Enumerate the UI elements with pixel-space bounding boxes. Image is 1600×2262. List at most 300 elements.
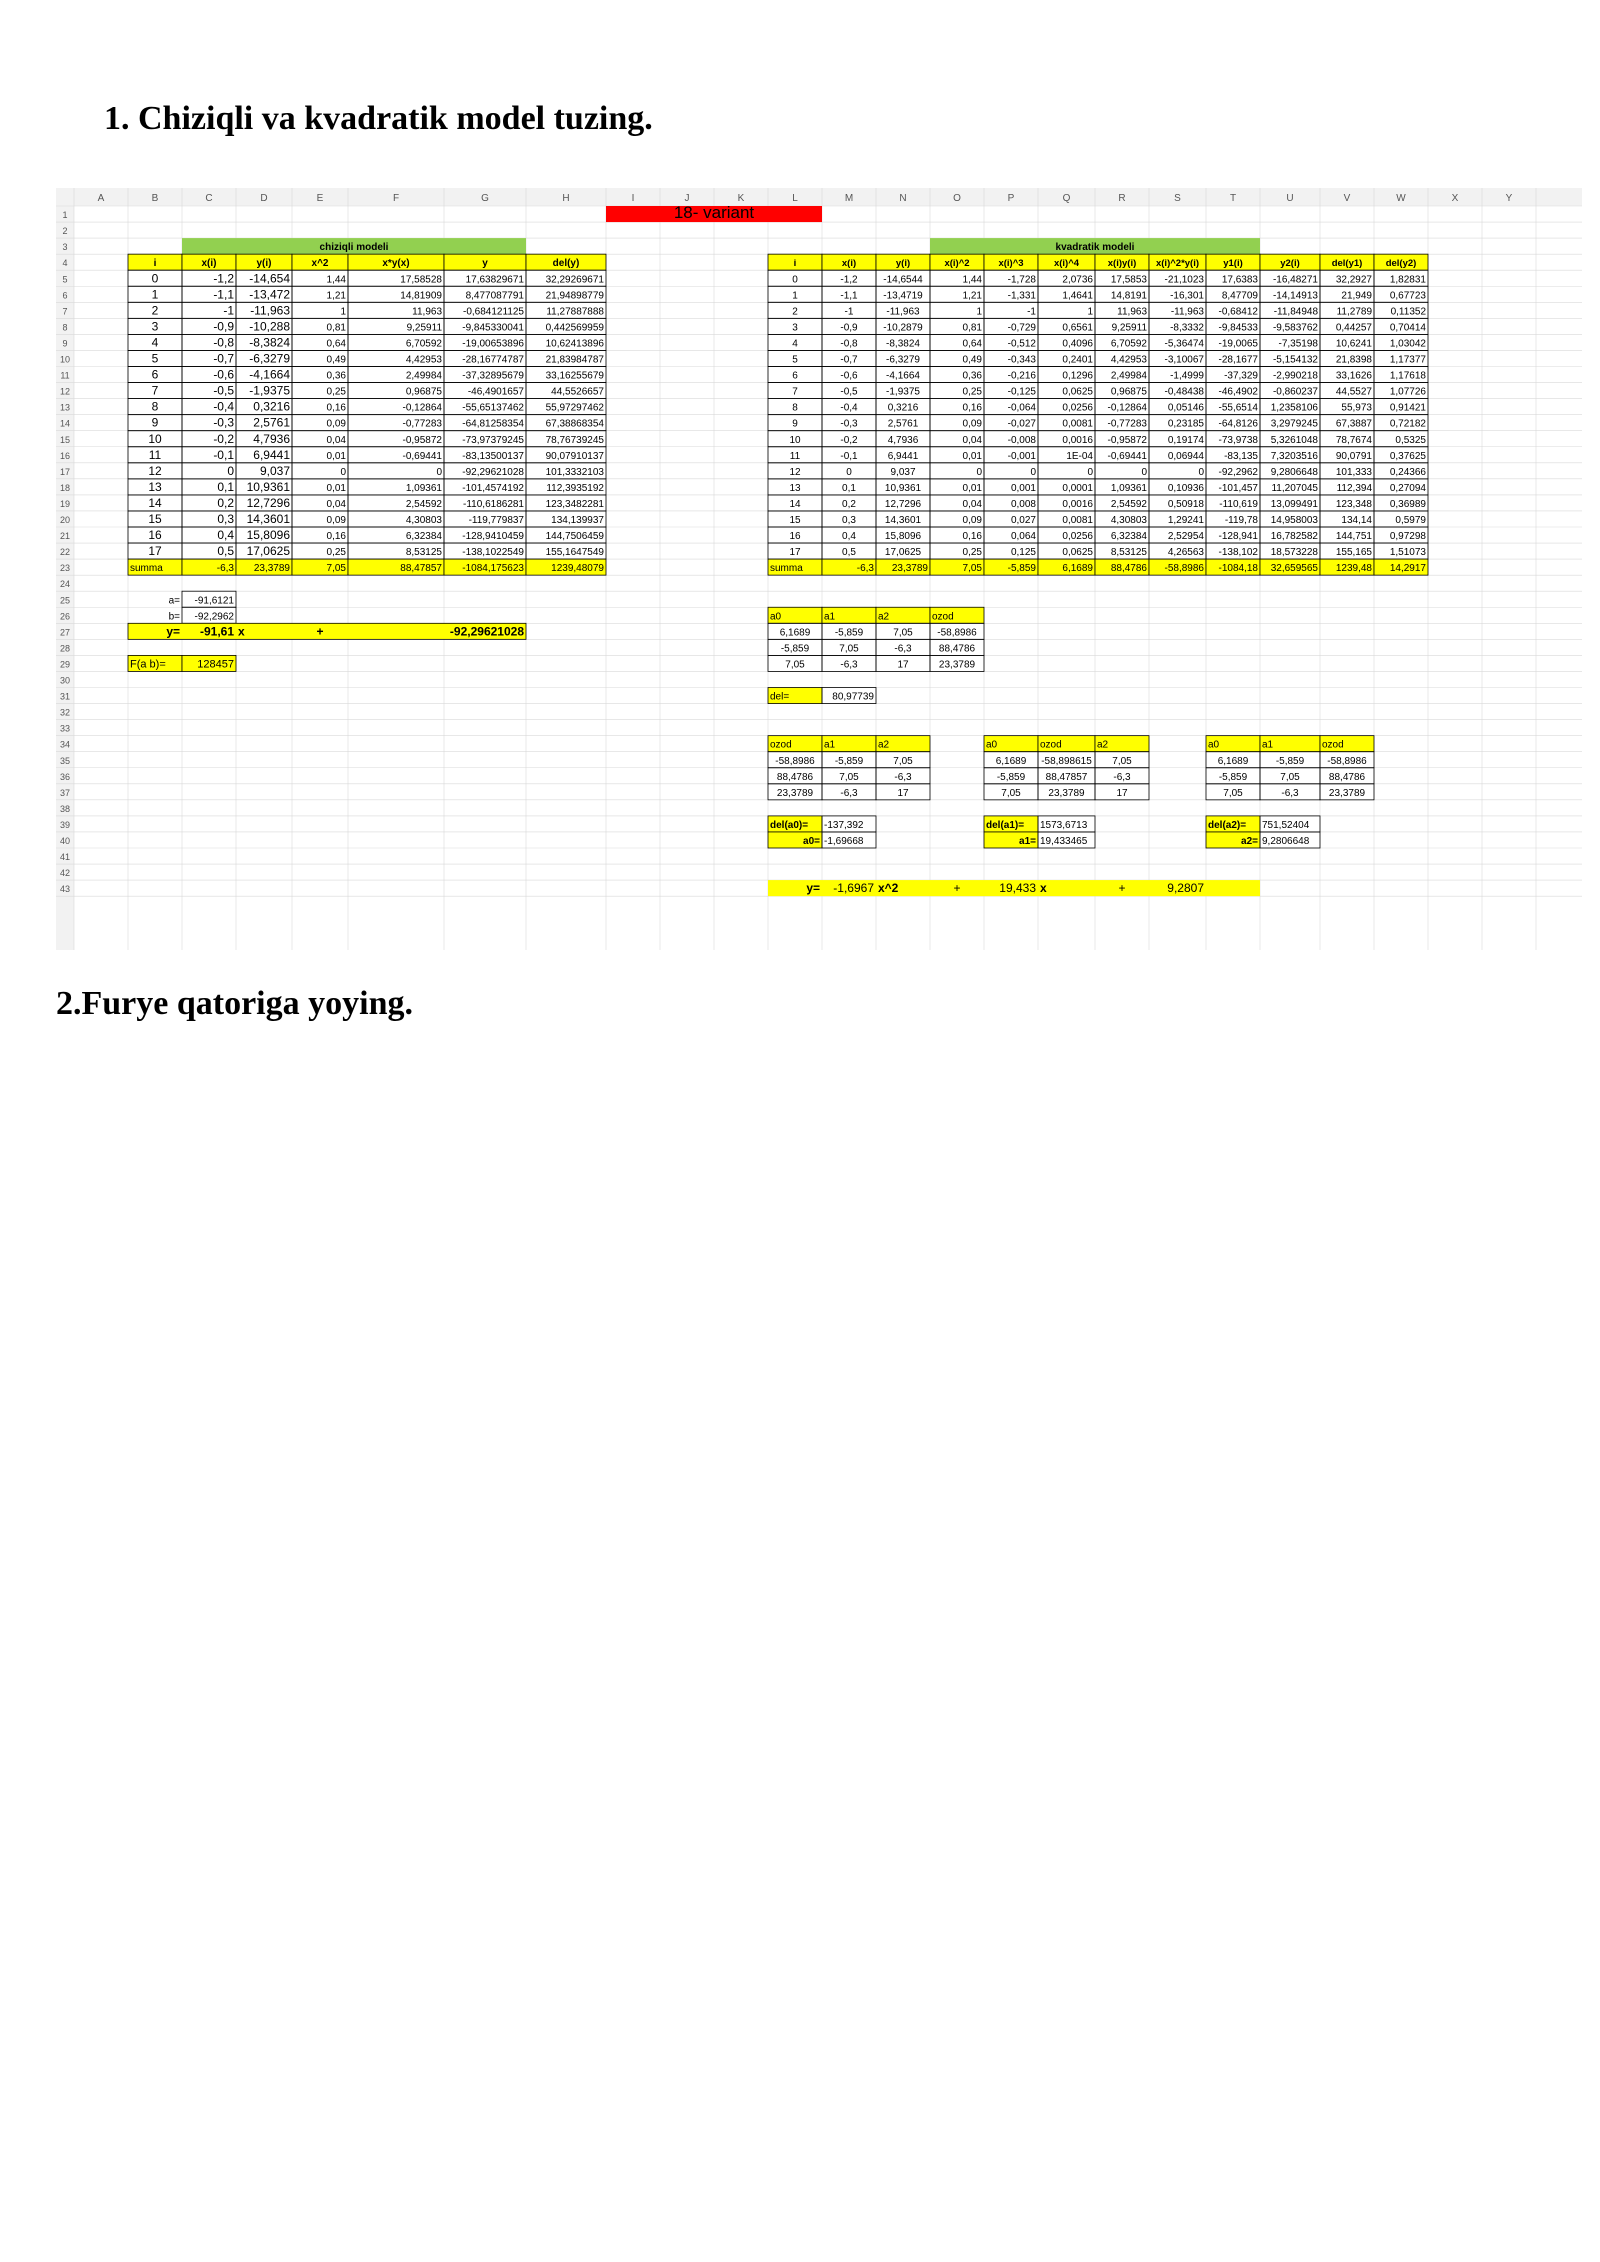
row-header-20: 20 [59,515,71,525]
quad-cell: -1,1 [840,290,858,302]
quad-summa: 88,4786 [1110,563,1147,575]
quad-cell: 0,49 [962,354,982,366]
quad-cell: 0 [1198,466,1204,478]
quad-cell: -64,8126 [1218,418,1258,430]
linear-cell: 3 [151,319,159,334]
column-header-Y: Y [1505,193,1513,204]
quad-cell: -0,860237 [1272,386,1318,398]
quad-cell: -0,064 [1007,402,1036,414]
quad-cell: 0,06944 [1167,450,1204,462]
linear-cell: 11,963 [412,306,442,318]
quad-cell: 67,3887 [1335,418,1372,430]
quad-cell: 15,8096 [884,531,922,543]
matrix-header: ozod [932,611,954,623]
quad-cell: 9,2806648 [1270,466,1318,478]
linear-header: x(i) [201,258,217,270]
linear-cell: -1,1 [213,287,234,302]
linear-header: x*y(x) [382,258,410,270]
column-header-W: W [1396,193,1406,204]
sub-matrix-a2-cell: -58,8986 [1327,755,1367,767]
sub-matrix-a1-header: ozod [1040,739,1062,751]
linear-cell: -11,963 [250,303,290,318]
matrix-cell: -6,3 [840,659,858,671]
column-header-N: N [899,193,907,204]
quad-cell: 9,25911 [1111,322,1147,334]
linear-cell: -0,684121125 [463,306,524,318]
quad-cell: 0,2 [842,498,856,510]
linear-cell: 6,70592 [405,338,442,350]
linear-cell: 4 [151,335,159,350]
quad-header: x(i)^2*y(i) [1155,258,1200,270]
quad-eq-y: y= [806,881,820,896]
sub-matrix-a1-cell: -5,859 [996,771,1026,783]
quad-cell: -110,619 [1219,498,1258,510]
quad-header: x(i)^2 [944,258,970,270]
sub-matrix-a2-header: ozod [1322,739,1344,751]
quad-cell: 7 [792,386,798,398]
a1-coef-label: a1= [1019,836,1036,847]
matrix-header: a2 [878,611,890,623]
quad-cell: 11,963 [1117,306,1147,318]
quad-cell: -0,1 [840,450,858,462]
quad-cell: -0,343 [1007,354,1036,366]
matrix-cell: 23,3789 [938,659,976,671]
quad-cell: 0,70414 [1389,322,1426,334]
matrix-cell: -6,3 [894,643,912,655]
linear-cell: 2,5761 [253,415,290,430]
sub-matrix-a0-cell: 7,05 [893,755,913,767]
linear-cell: -128,9410459 [462,531,524,543]
sub-matrix-a2-cell: -6,3 [1281,787,1299,799]
quad-cell: 0,0256 [1062,402,1093,414]
column-header-P: P [1007,193,1015,204]
quad-eq-plus: + [1118,881,1126,896]
sub-matrix-a2-header: a0 [1208,739,1220,751]
linear-cell: 4,30803 [405,515,442,526]
quad-cell: 0,16 [962,402,982,414]
row-header-38: 38 [59,803,71,814]
a1-det-label: del(a1)= [986,819,1025,831]
column-header-V: V [1343,193,1351,204]
quad-cell: 4,7936 [887,434,919,446]
sub-matrix-a0-cell: 17 [897,787,909,799]
column-header-K: K [737,193,745,204]
quad-cell: 0,50918 [1167,498,1204,510]
quad-cell: 144,751 [1335,531,1372,543]
linear-cell: -19,00653896 [462,338,524,350]
row-header-42: 42 [59,868,71,879]
quad-cell: -83,135 [1224,450,1258,462]
linear-cell: 0,01 [326,482,346,494]
linear-header: x^2 [311,258,329,270]
quad-cell: 0,72182 [1389,418,1426,430]
quad-cell: 14,3601 [884,515,922,526]
linear-cell: 44,5526657 [551,386,604,398]
linear-cell: 0,442569959 [545,322,604,334]
a0-det-label: del(a0)= [770,819,809,831]
linear-cell: 0 [436,466,442,478]
linear-cell: 0,36 [326,370,346,382]
sub-matrix-a2-cell: 7,05 [1223,787,1243,799]
column-header-Q: Q [1062,193,1071,204]
column-header-X: X [1451,193,1459,204]
linear-cell: -0,3 [213,415,234,430]
row-header-34: 34 [59,739,71,750]
quad-cell: -28,1677 [1218,354,1258,366]
quad-cell: 17,6383 [1221,274,1258,286]
quad-summa: -58,8986 [1164,563,1204,575]
linear-cell: -92,29621028 [462,466,524,478]
linear-summa: summa [130,563,163,575]
linear-cell: 17,58528 [400,274,442,286]
quad-cell: -0,9 [840,322,858,334]
row-header-30: 30 [59,675,71,686]
linear-cell: 2,49984 [405,370,442,382]
sub-matrix-a0-cell: -6,3 [894,771,912,783]
column-header-R: R [1118,193,1126,204]
linear-cell: 17,0625 [246,544,290,559]
linear-cell: 0,4 [217,528,234,543]
quad-cell: 0,36 [962,370,982,382]
quad-cell: -0,3 [840,418,858,430]
linear-cell: 0,04 [326,498,346,510]
quad-cell: 0,37625 [1389,450,1426,462]
quad-cell: 6,9441 [887,450,919,462]
linear-cell: 0,3216 [253,399,290,414]
matrix-header: a0 [770,611,782,623]
sub-matrix-a2-cell: 6,1689 [1217,755,1249,767]
linear-cell: 0 [340,466,346,478]
linear-cell: -1,2 [213,271,234,286]
matrix-cell: -5,859 [834,627,864,639]
row-header-6: 6 [62,290,68,301]
quad-cell: 16 [789,531,801,543]
quad-header: y2(i) [1280,258,1300,270]
linear-cell: 0,1 [217,479,234,494]
sub-matrix-a1-cell: 7,05 [1112,755,1132,767]
row-header-11: 11 [60,370,70,381]
matrix-header: a1 [824,611,836,623]
quad-cell: -8,3332 [1170,322,1204,334]
linear-cell: -73,97379245 [462,434,524,446]
linear-cell: 55,97297462 [545,402,604,414]
quad-summa: 1239,48 [1335,563,1372,575]
quad-cell: 12,7296 [884,498,922,510]
quad-cell: 0,67723 [1389,290,1426,302]
a2-coef-label: a2= [1241,836,1258,847]
quad-cell: 9,037 [890,466,916,478]
quad-cell: 123,348 [1335,498,1372,510]
quad-cell: 0,0016 [1062,498,1093,510]
quad-header: x(i) [841,258,857,270]
quad-cell: -0,48438 [1164,386,1204,398]
linear-cell: 16 [148,528,162,543]
linear-summa: 7,05 [326,563,346,575]
quad-cell: 13 [789,482,801,494]
quad-cell: 14,958003 [1270,515,1318,526]
row-header-4: 4 [62,258,68,269]
quad-cell: 2,52954 [1167,531,1204,543]
quad-summa: summa [770,563,803,575]
quad-cell: 0 [792,274,798,286]
linear-cell: -9,845330041 [462,322,524,334]
quad-cell: 16,782582 [1270,531,1318,543]
matrix-cell: 7,05 [839,643,859,655]
linear-cell: -101,4574192 [462,482,524,494]
quad-cell: 0 [976,466,982,478]
sub-matrix-a1-cell: -58,898615 [1041,755,1092,767]
linear-cell: 0,81 [326,322,346,334]
linear-cell: 14,81909 [400,290,442,302]
row-header-27: 27 [59,627,71,638]
linear-a-value: -91,6121 [194,595,234,607]
row-header-2: 2 [62,226,68,237]
linear-cell: 1 [340,306,346,318]
quad-cell: 0,81 [962,322,982,334]
linear-cell: 155,1647549 [545,547,604,559]
linear-cell: -0,2 [213,431,234,446]
sub-matrix-a1-cell: 17 [1116,787,1128,799]
quad-cell: 6 [792,370,798,382]
linear-cell: 17,63829671 [465,274,524,286]
quad-cell: -0,12864 [1107,402,1147,414]
quad-cell: 0,4096 [1062,338,1093,350]
linear-cell: 0,64 [326,338,346,350]
quad-summa: -1084,18 [1218,563,1258,575]
quad-cell: 0,5325 [1395,434,1426,446]
quad-cell: -10,2879 [883,322,923,334]
linear-cell: 6 [151,367,159,382]
quad-header: i [793,258,797,270]
quad-cell: 15 [789,515,801,526]
a1-coef-value: 19,433465 [1040,836,1088,847]
quad-cell: -3,10067 [1164,354,1204,366]
linear-header: y [482,258,488,270]
matrix-cell: -5,859 [780,643,810,655]
quad-cell: -73,9738 [1218,434,1258,446]
column-header-D: D [260,193,268,204]
linear-cell: -6,3279 [249,351,290,366]
quad-cell: 1,2358106 [1270,402,1318,414]
sub-matrix-a1-header: a2 [1097,739,1109,751]
row-header-43: 43 [59,884,71,895]
quad-cell: 4 [792,338,798,350]
quad-eq-c: 9,2807 [1167,881,1204,896]
linear-cell: -138,1022549 [462,547,524,559]
quad-cell: 2,0736 [1062,274,1093,286]
quad-cell: -4,1664 [886,370,920,382]
quad-cell: 0,5979 [1395,515,1426,526]
quad-header: y1(i) [1223,258,1243,270]
quad-cell: 13,099491 [1270,498,1318,510]
quad-cell: -14,14913 [1272,290,1318,302]
linear-a-label: a= [168,595,180,607]
row-header-3: 3 [62,242,68,253]
quad-cell: -11,963 [1170,306,1204,318]
quad-eq-x2: x^2 [878,881,899,896]
linear-cell: 33,16255679 [545,370,604,382]
quad-cell: 11 [789,450,801,462]
quad-cell: 0,2401 [1062,354,1093,366]
sub-matrix-a0-cell: 7,05 [839,771,859,783]
column-header-E: E [316,193,324,204]
quad-cell: 0,05146 [1167,402,1204,414]
quad-cell: 0,125 [1010,547,1036,559]
quad-cell: 33,1626 [1335,370,1372,382]
linear-cell: 11,27887888 [546,306,604,318]
quad-cell: 44,5527 [1335,386,1372,398]
quad-cell: -55,6514 [1218,402,1258,414]
quad-cell: 0 [1030,466,1036,478]
matrix-cell: 17 [897,659,909,671]
linear-cell: -0,6 [213,367,234,382]
quad-cell: 17,0625 [884,547,922,559]
sub-matrix-a0-header: a1 [824,739,836,751]
quad-cell: 55,973 [1341,402,1372,414]
quad-eq-plus: + [953,881,961,896]
quad-cell: 1,4641 [1062,290,1093,302]
quad-cell: -0,95872 [1107,434,1147,446]
quad-cell: 0 [1087,466,1093,478]
quad-cell: -9,583762 [1272,322,1318,334]
row-header-17: 17 [59,466,71,477]
linear-summa: 1239,48079 [551,563,604,575]
quad-header: x(i)^4 [1053,258,1080,270]
linear-eq-x: x [238,624,245,639]
quad-cell: 1 [792,290,798,302]
linear-cell: 0,04 [326,434,346,446]
quad-cell: 1,07726 [1389,386,1426,398]
quad-cell: -0,001 [1007,450,1036,462]
linear-cell: 21,83984787 [545,354,604,366]
spreadsheet-grid [56,188,1582,950]
a0-det-value: -137,392 [824,819,864,831]
quad-cell: 17 [789,547,801,559]
quad-cell: 0,23185 [1167,418,1204,430]
quad-cell: -1 [1027,306,1036,318]
row-header-14: 14 [59,418,71,429]
linear-cell: 4,42953 [405,354,442,366]
quad-cell: 21,949 [1341,290,1372,302]
quad-cell: 78,7674 [1335,434,1372,446]
quad-cell: 17,5853 [1110,274,1147,286]
row-header-32: 32 [59,707,71,718]
quad-cell: 7,3203516 [1270,450,1318,462]
quad-cell: -119,78 [1224,515,1258,526]
quad-cell: -128,941 [1218,531,1258,543]
linear-b-label: b= [168,611,180,623]
row-header-28: 28 [59,643,71,654]
quad-cell: 14 [789,498,801,510]
quad-cell: 0,09 [962,418,982,430]
quad-cell: 1,17377 [1389,354,1426,366]
column-header-F: F [392,193,400,204]
quad-cell: -0,512 [1007,338,1036,350]
quad-cell: -1,331 [1007,290,1036,302]
quad-cell: 1,17618 [1389,370,1426,382]
row-header-25: 25 [59,595,71,606]
quad-cell: -11,963 [886,306,920,318]
sub-matrix-a2-cell: 7,05 [1280,771,1300,783]
linear-cell: 15 [148,512,162,526]
quad-cell: 0,001 [1010,482,1036,494]
quad-cell: 10 [789,434,801,446]
column-header-J: J [684,193,690,204]
quad-cell: 0,04 [962,434,982,446]
linear-b-value: -92,2962 [194,611,234,623]
quad-cell: -1,2 [840,274,858,286]
linear-summa: -6,3 [216,563,234,575]
quad-cell: -0,4 [840,402,858,414]
linear-cell: -0,9 [213,319,234,334]
row-header-36: 36 [59,771,71,782]
fab-label: F(a b)= [130,658,166,671]
quad-eq-x: x [1040,881,1047,896]
linear-cell: 0,09 [326,515,346,526]
column-header-L: L [792,193,798,204]
row-header-29: 29 [59,659,71,670]
linear-cell: 0 [151,271,159,286]
column-header-S: S [1174,193,1181,204]
sub-matrix-a1-cell: 88,47857 [1045,771,1088,783]
column-header-O: O [953,193,961,204]
det-label: del= [770,691,790,703]
sub-matrix-a0-cell: 23,3789 [776,787,814,799]
quad-cell: 0,3216 [887,402,919,414]
task-2-heading: 2.Furye qatoriga yoying. [56,985,413,1022]
linear-cell: -0,5 [213,383,234,398]
quad-cell: 1,09361 [1110,482,1147,494]
quad-cell: -1,4999 [1170,370,1204,382]
quad-cell: 0,008 [1010,498,1036,510]
sub-matrix-a0-cell: 88,4786 [776,771,814,783]
quad-cell: 8,47709 [1221,290,1258,302]
row-header-40: 40 [59,836,71,846]
linear-cell: 0,25 [326,547,346,559]
linear-cell: 8,477087791 [465,290,524,302]
column-header-bar [56,188,1582,206]
quad-cell: 0,1 [842,482,856,494]
quad-cell: 5,3261048 [1270,434,1318,446]
matrix-cell: 7,05 [785,659,805,671]
linear-cell: 1,44 [326,274,346,286]
quad-cell: 0,01 [962,450,982,462]
sub-matrix-a0-cell: -5,859 [834,755,864,767]
quad-cell: 0,97298 [1389,531,1426,543]
linear-cell: -64,81258354 [462,418,524,430]
quad-cell: 0,36989 [1389,498,1426,510]
sub-matrix-a1-cell: 6,1689 [995,755,1027,767]
quad-cell: 0,0001 [1062,482,1093,494]
row-header-13: 13 [59,402,71,413]
quad-cell: 0,064 [1010,531,1036,543]
linear-cell: 1,09361 [405,482,442,494]
linear-cell: 32,29269671 [545,274,604,286]
row-header-22: 22 [59,547,71,558]
sub-matrix-a2-header: a1 [1262,739,1274,751]
quad-cell: -0,68412 [1218,306,1258,318]
row-header-15: 15 [59,434,71,445]
linear-cell: 12 [148,463,162,478]
row-header-39: 39 [59,819,71,830]
quad-cell: 0,10936 [1167,482,1204,494]
linear-cell: 10 [148,431,162,446]
linear-cell: 12,7296 [246,495,290,510]
linear-eq-coef: -91,61 [199,624,234,639]
sub-matrix-a1-header: a0 [986,739,998,751]
column-header-A: A [97,193,105,204]
quad-cell: 0,5 [842,547,856,559]
